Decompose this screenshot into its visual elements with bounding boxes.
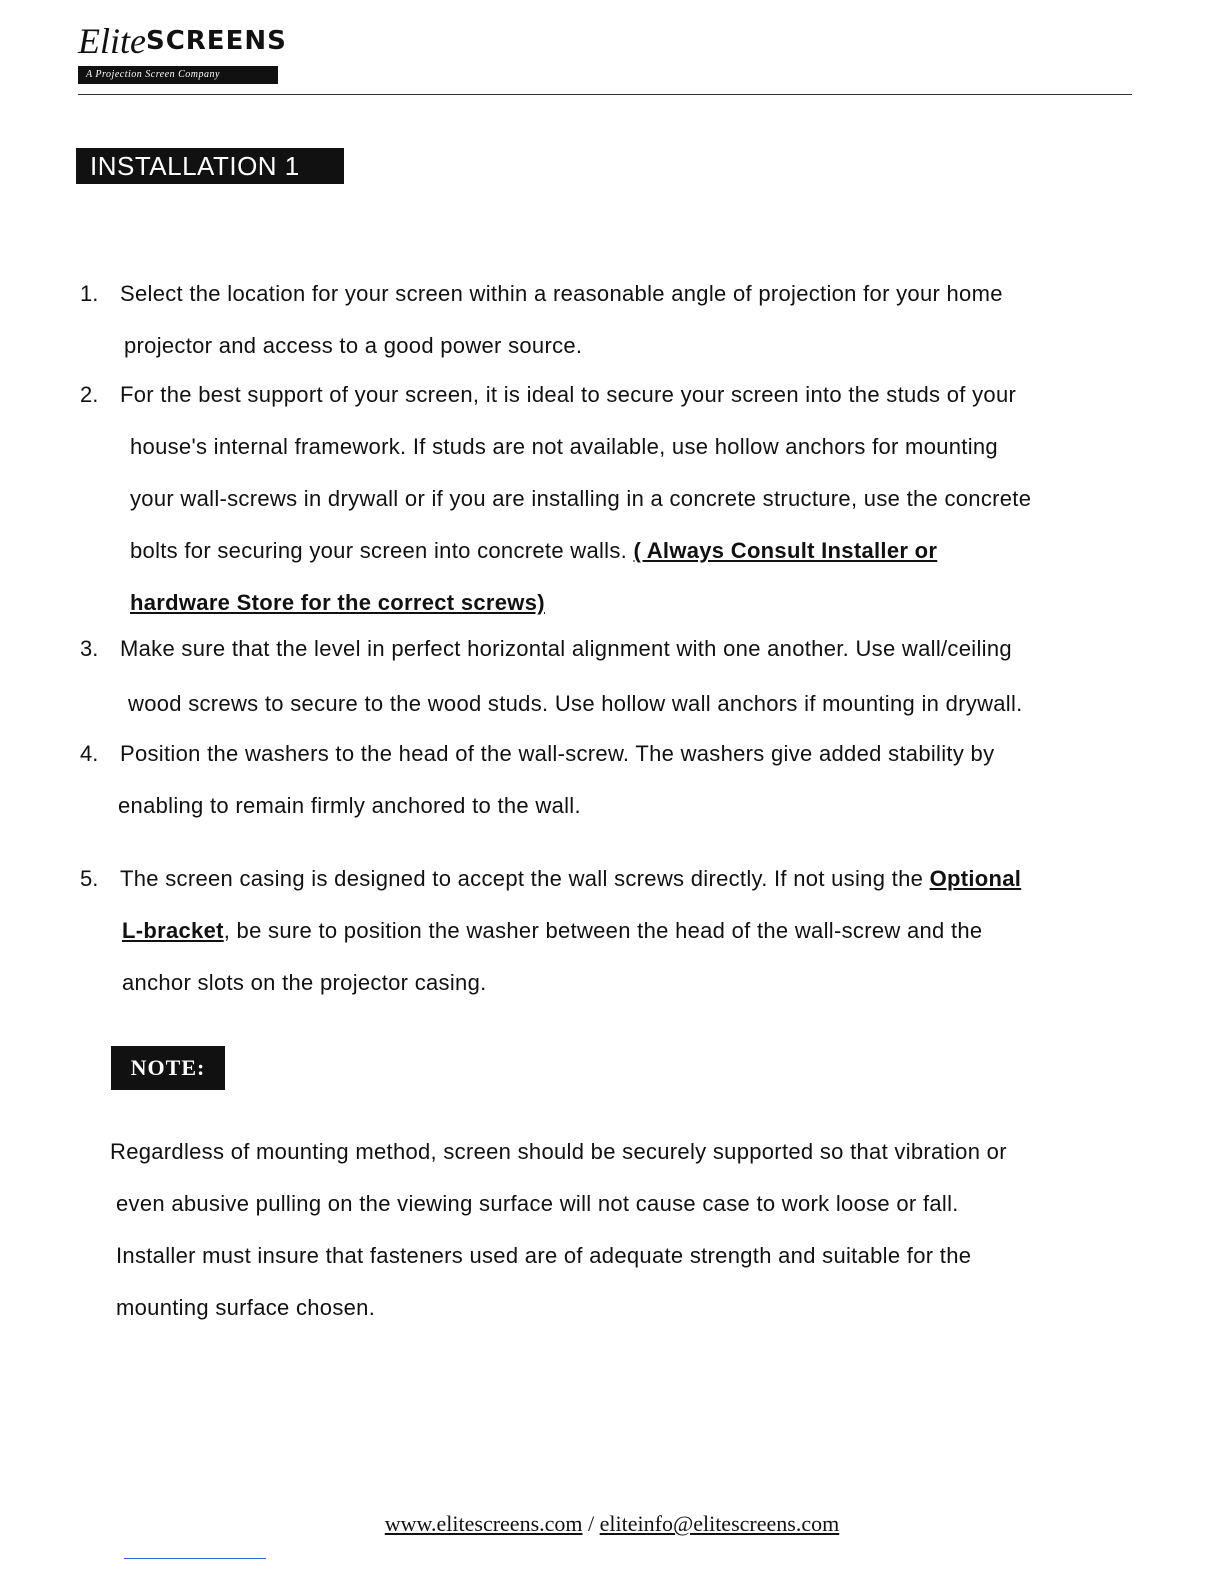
email-link[interactable]: eliteinfo@elitescreens.com — [599, 1511, 840, 1536]
l-bracket-link: L-bracket — [122, 918, 224, 943]
step-2-line-1: For the best support of your screen, it is ideal to secure your screen into the studs of your — [120, 382, 1017, 407]
note-line-4: mounting surface chosen. — [116, 1295, 376, 1320]
step-4-number: 4. — [80, 741, 99, 766]
optional-link: Optional — [929, 866, 1022, 891]
note-line-1: Regardless of mounting method, screen should be securely supported so that vibration or — [110, 1139, 1007, 1164]
step-2-line-2: house's internal framework. If studs are not available, use hollow anchors for mounting — [130, 434, 998, 459]
step-5-number: 5. — [80, 866, 99, 891]
note-line-2: even abusive pulling on the viewing surface will not cause case to work loose or fall. — [116, 1191, 959, 1216]
hardware-store-note: hardware Store for the correct screws) — [130, 590, 545, 615]
step-1-number: 1. — [80, 281, 99, 306]
logo-screens-text: SCREENS — [145, 26, 287, 56]
step-5-line-2 — [122, 917, 982, 945]
step-2-line-4 — [130, 537, 937, 565]
note-label: NOTE: — [111, 1046, 225, 1090]
step-1-line-1: Select the location for your screen within a reasonable angle of projection for your home — [120, 281, 1003, 306]
step-4-line-1: Position the washers to the head of the wall-screw. The washers give added stability by — [120, 741, 995, 766]
section-title: INSTALLATION 1 — [76, 148, 344, 184]
footer-separator: / — [582, 1511, 600, 1536]
note-line-3: Installer must insure that fasteners used are of adequate strength and suitable for the — [116, 1243, 972, 1268]
step-3-line-1: Make sure that the level in perfect horizontal alignment with one another. Use wall/ceiling — [120, 636, 1012, 661]
consult-installer-note: ( Always Consult Installer or — [633, 538, 938, 563]
step-2-line-3: your wall-screws in drywall or if you are installing in a concrete structure, use the concrete — [130, 486, 1032, 511]
step-1-line-2: projector and access to a good power source. — [124, 333, 583, 358]
step-5-line-1 — [120, 865, 1021, 893]
step-4-line-2: enabling to remain firmly anchored to the wall. — [118, 793, 581, 818]
elite-screens-logo — [78, 20, 287, 80]
logo-wordmark — [78, 20, 287, 64]
step-5-line-2-text: , be sure to position the washer between the head of the wall-screw and the — [223, 918, 983, 943]
step-2-number: 2. — [80, 382, 99, 407]
step-3-line-2: wood screws to secure to the wood studs. Use hollow wall anchors if mounting in drywall. — [128, 691, 1023, 716]
website-link[interactable]: www.elitescreens.com — [384, 1511, 583, 1536]
footer-contact — [0, 1510, 1224, 1538]
step-3-number: 3. — [80, 636, 99, 661]
step-2-line-4-text: bolts for securing your screen into concrete walls. — [130, 538, 634, 563]
header-divider — [78, 94, 1132, 95]
logo-elite-text: Elite — [78, 21, 146, 61]
step-5-line-3: anchor slots on the projector casing. — [122, 970, 487, 995]
step-5-line-1-text: The screen casing is designed to accept the wall screws directly. If not using the — [120, 866, 930, 891]
logo-tagline: A Projection Screen Company — [78, 66, 278, 84]
footer-divider — [124, 1558, 266, 1559]
